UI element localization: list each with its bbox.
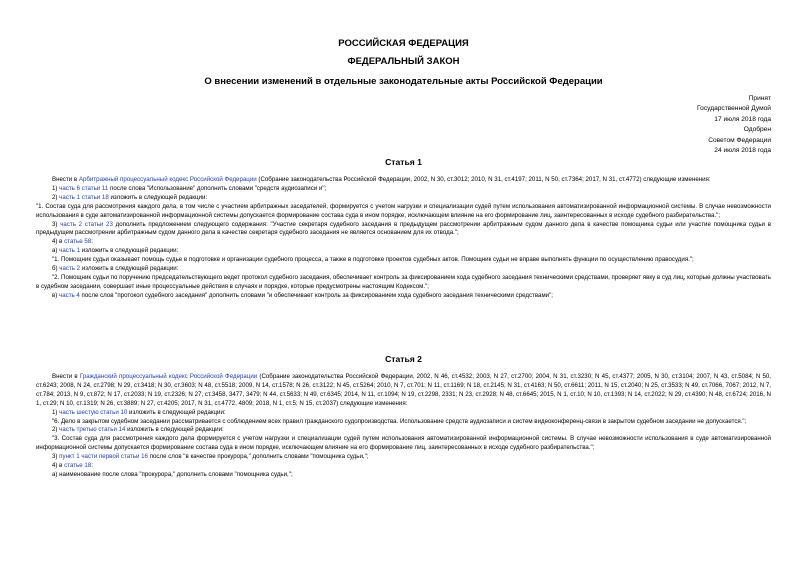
quoted-paragraph: "2. Помощник судьи по поручению председательствующего ведет протокол судебного заседания, обеспечивает контроль за фиксированием хода судебного заседания техническими средствами, проверяет явку в суд лиц, которые должны участвовать в судебном заседании, совершает иные процессуальные действия в случаях и порядке, которые предусмотрены настоящим Кодексом."; xyxy=(36,273,771,290)
paragraph: б) часть 2 изложить в следующей редакции: xyxy=(52,265,179,273)
article-2-heading: Статья 2 xyxy=(385,354,422,364)
country-heading: РОССИЙСКАЯ ФЕДЕРАЦИЯ xyxy=(338,38,469,49)
law-link[interactable]: часть шестую статьи 10 xyxy=(59,408,128,416)
law-link[interactable]: часть 2 xyxy=(59,265,81,273)
paragraph: в) часть 4 после слов "протокол судебного заседания" дополнить словами "и обеспечивает контроль за фиксированием хода судебного заседания техническими средствами"; xyxy=(52,291,553,299)
law-link[interactable]: часть 1 статьи 18 xyxy=(59,193,109,201)
adoption-line: Одобрен xyxy=(743,126,771,134)
law-link[interactable]: статье 58 xyxy=(64,238,92,246)
paragraph: 4) в статье 58: xyxy=(52,238,93,246)
law-link[interactable]: пункт 1 части первой статьи 16 xyxy=(59,453,148,461)
document-title: О внесении изменений в отдельные законодательные акты Российской Федерации xyxy=(204,76,603,87)
adoption-block xyxy=(697,94,771,156)
article-1-body xyxy=(36,176,771,301)
adoption-line: Принят xyxy=(748,95,771,102)
quoted-paragraph: "1. Состав суда для рассмотрения каждого дела, в том числе с участием арбитражных заседателей, формируется с учетом нагрузки и специализации судей путем использования автоматизированной информационной системы. В случае невозможности использования в суде автоматизированной информационной системы допускается формирование состава суда в ином порядке, исключающем влияние на его формирование лиц, заинтересованных в исходе судебного разбирательства."; xyxy=(36,202,771,219)
quoted-paragraph: "1. Помощник судьи оказывает помощь судье в подготовке и организации судебного процесса, а также в подготовке проектов судебных актов. Помощник судьи не вправе выполнять функции по осуществлению правосудия."; xyxy=(52,256,694,264)
law-link[interactable]: Гражданский процессуальный кодекс Российской Федерации xyxy=(79,373,258,380)
law-link[interactable]: часть 1 xyxy=(59,247,80,255)
law-link[interactable]: часть третью статьи 14 xyxy=(59,426,126,434)
article-2-body xyxy=(36,373,771,480)
paragraph: 2) часть третью статьи 14 изложить в следующей редакции: xyxy=(52,426,224,434)
adoption-line: 24 июля 2018 года xyxy=(714,147,771,155)
law-link[interactable]: Арбитражный процессуальный кодекс Российской Федерации xyxy=(78,176,257,183)
paragraph: а) часть 1 изложить в следующей редакции: xyxy=(52,247,179,255)
law-link[interactable]: часть 2 статьи 23 xyxy=(60,220,113,228)
law-link[interactable]: часть 6 статьи 11 xyxy=(59,184,109,192)
paragraph: а) наименование после слова "прокурора," дополнить словами "помощника судьи,"; xyxy=(52,470,293,478)
paragraph: 4) в статье 18: xyxy=(52,462,93,470)
quoted-paragraph: "3. Состав суда для рассмотрения каждого дела формируется с учетом нагрузки и специализации судей путем использования автоматизированной информационной системы. В случае невозможности использования в суде автоматизированной информационной системы допускается формирование состава суда в ином порядке, исключающем влияние на его формирование лиц, заинтересованных в исходе судебного разбирательства."; xyxy=(36,435,771,452)
article-1-heading: Статья 1 xyxy=(385,157,422,167)
law-link[interactable]: часть 4 xyxy=(59,291,80,299)
paragraph: 3) часть 2 статьи 23 дополнить предложением следующего содержания: "Участие секретаря судебного заседания в предыдущем рассмотрении арбитражным судом данного дела в качестве помощника судьи или участие помощника судьи в предыдущем рассмотрении арбитражным судом данного дела в качестве секретаря судебного заседания не является основанием для их отвода."; xyxy=(36,220,771,237)
paragraph: Внести в Арбитражный процессуальный кодекс Российской Федерации (Собрание законодательства Российской Федерации, 2002, N 30, ст.3012; 2010, N 31, ст.4197; 2011, N 50, ст.7364; 2017, N 31, ст.4772) следующие изменения: xyxy=(52,176,711,183)
document-type-heading: ФЕДЕРАЛЬНЫЙ ЗАКОН xyxy=(347,56,460,67)
paragraph: 3) пункт 1 части первой статьи 16 после слов "в качестве прокурора," дополнить словами "помощника судьи,"; xyxy=(52,453,369,461)
paragraph: 2) часть 1 статьи 18 изложить в следующей редакции: xyxy=(52,193,208,201)
adoption-line: Государственной Думой xyxy=(697,105,771,113)
adoption-line: Советом Федерации xyxy=(708,136,771,144)
law-link[interactable]: статье 18 xyxy=(64,462,92,470)
quoted-paragraph: "6. Дело в закрытом судебном заседании рассматривается с соблюдением всех правил гражданского судопроизводства. Использование средств аудиозаписи и систем видеоконференц-связи в закрытом судебном заседании не допускается."; xyxy=(52,417,747,425)
paragraph: Внести в Гражданский процессуальный кодекс Российской Федерации (Собрание законодательства Российской Федерации, 2002, N 46, ст.4532; 2003, N 27, ст.2700; 2004, N 31, ст.3230; N 45, ст.4377; 2005, N 30, ст.3104; 2007, N 43, ст.5084; N 50, ст.6243; 2008, N 24, ст.2798; N 29, ст.3418; N 30, ст.3603; N 48, ст.5518; 2009, N 14, ст.1578; N 26, ст.3122; N 45, ст.5264; 2010, N 7, ст.701; N 11, ст.1169; N 18, ст.2145; N 31, ст.4163; N 50, ст.6611; 2011, N 15, ст.2040; N 25, ст.3533; N 49, ст.7066, 7067; 2012, N 7, ст.784; 2013, N 9, ст.872; N 17, ст.2033; N 19, ст.2326; N 27, ст.3458, 3477, 3479; N 44, ст.5633; N 49, ст.6345; 2014, N 11, ст.1094; N 19, ст.2298, 2331; N 23, ст.2928; N 48, ст.6645; 2015, N 1, ст.10; N 10, ст.1393; N 14, ст.2022; N 29, ст.4390; N 48, ст.6724; 2016, N 1, ст.29; N 10, ст.1319; N 26, ст.3889; N 27, ст.4205; 2017, N 31, ст.4772, 4809; 2018, N 1, ст.5; N 15, ст.2037) следующие изменения: xyxy=(36,373,771,407)
paragraph: 1) часть шестую статьи 10 изложить в следующей редакции: xyxy=(52,408,226,416)
adoption-line: 17 июля 2018 года xyxy=(714,115,771,123)
paragraph: 1) часть 6 статьи 11 после слова "Использование" дополнить словами "средств аудиозаписи и"; xyxy=(52,184,327,192)
